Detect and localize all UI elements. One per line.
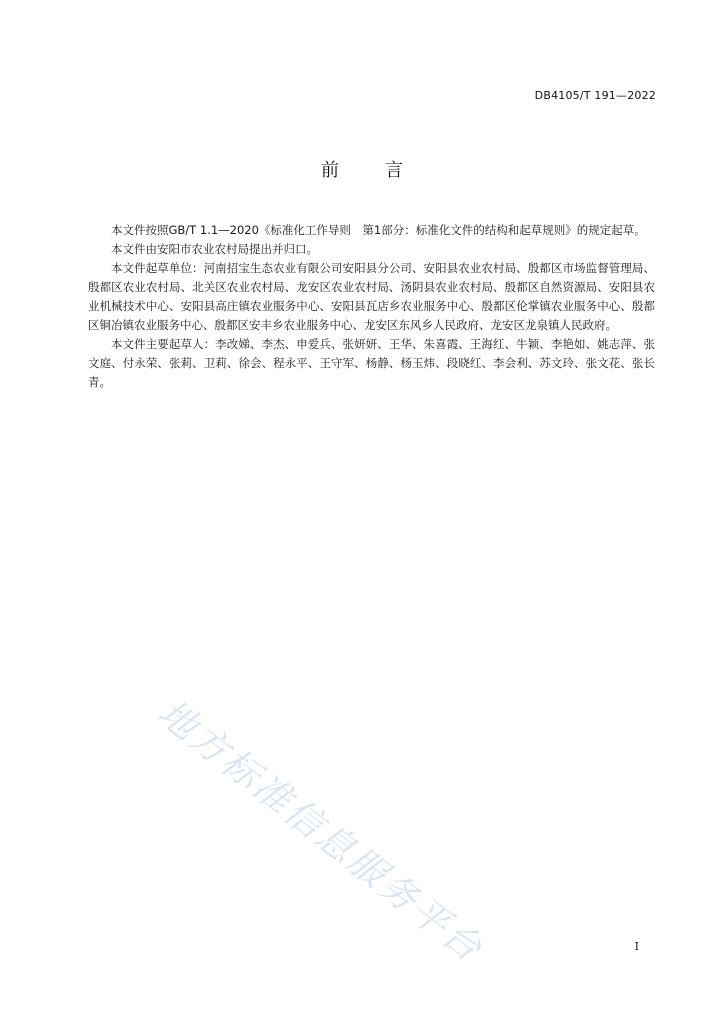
paragraph-proposer: 本文件由安阳市农业农村局提出并归口。 — [111, 242, 318, 256]
foreword-body — [88, 221, 655, 392]
section-title-char-2: 言 — [385, 160, 403, 181]
document-number: DB4105/T 191—2022 — [534, 89, 656, 102]
section-title-char-1: 前 — [321, 160, 339, 181]
paragraph-drafting-basis: 本文件按照GB/T 1.1—2020《标准化工作导则 第1部分：标准化文件的结构和起草规则》的规定起草。 — [111, 223, 646, 237]
watermark: 地方标准信息服务平台 — [149, 691, 492, 972]
section-title — [0, 156, 724, 182]
page-number: I — [634, 940, 639, 953]
paragraph-drafting-units: 本文件起草单位：河南招宝生态农业有限公司安阳县分公司、安阳县农业农村局、殷都区市场监督管理局、殷都区农业农村局、北关区农业农村局、龙安区农业农村局、汤阴县农业农村局、殷都区自然资源局、安阳县农业机械技术中心、安阳县高庄镇农业服务中心、安阳县瓦店乡农业服务中心、殷都区伦掌镇农业服务中心、殷都区铜冶镇农业服务中心、殷都区安丰乡农业服务中心、龙安区东风乡人民政府、龙安区龙泉镇人民政府。 — [88, 261, 655, 332]
paragraph-drafters: 本文件主要起草人：李改娣、李杰、申爱兵、张妍妍、王华、朱喜霞、王海红、牛颖、李艳如、姚志萍、张文庭、付永荣、张莉、卫莉、徐会、程永平、王守军、杨静、杨玉炜、段晓红、李会利、苏文玲、张文花、张长青。 — [88, 337, 655, 389]
